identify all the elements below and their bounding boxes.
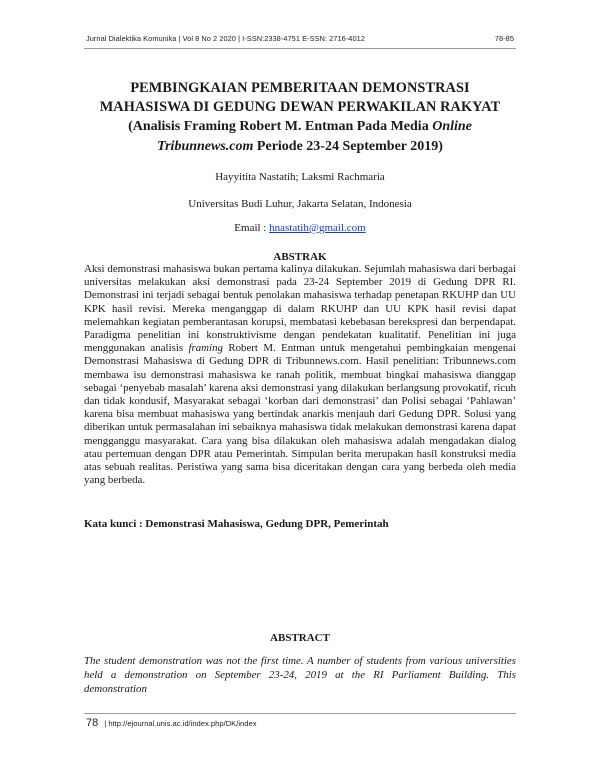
journal-url[interactable]: | http://ejournal.unis.ac.id/index.php/DK/index <box>104 719 257 728</box>
running-header <box>86 34 514 43</box>
subtitle-online: Online <box>432 119 472 134</box>
keywords: Kata kunci : Demonstrasi Mahasiswa, Gedung DPR, Pemerintah <box>84 518 389 530</box>
paper-title <box>70 79 530 157</box>
abstrak-heading: ABSTRAK <box>273 251 327 263</box>
page-footer <box>86 717 257 729</box>
subtitle-media: Tribunnews.com <box>157 139 254 154</box>
paper-subtitle <box>70 117 530 157</box>
email-label: Email : <box>234 222 270 234</box>
abstrak-framing-term: framing <box>188 342 223 355</box>
authors: Hayyitita Nastatih; Laksmi Rachmaria <box>215 171 385 183</box>
page-number: 78 <box>86 717 99 729</box>
header-divider <box>84 48 516 49</box>
title-line-2: MAHASISWA DI GEDUNG DEWAN PERWAKILAN RAKYAT <box>99 99 501 115</box>
abstrak-text-part-1: Aksi demonstrasi mahasiswa bukan pertama kalinya dilakukan. Sejumlah mahasiswa dari berbagai universitas melakukan aksi demonstrasi pada 23-24 September 2019 di Gedung DPR RI. Demonstrasi ini terjadi sebagai bentuk penolakan mahasiswa terhadap penetapan RKUHP dan UU KPK hasil revisi. Mereka menganggap di dalam RKUHP dan UU KPK hasil revisi dapat melemahkan kegiatan pemberantasan korupsi, membatasi kebebasan berekspresi dan berpendapat. Paradigma penelitian ini konstruktivisme dengan pendekatan kualitatif. Penelitian ini juga menggunakan analisis <box>84 263 516 355</box>
title-line-1: PEMBINGKAIAN PEMBERITAAN DEMONSTRASI <box>130 80 470 96</box>
subtitle-part-2: Periode 23-24 September 2019) <box>253 139 443 154</box>
affiliation: Universitas Budi Luhur, Jakarta Selatan, Indonesia <box>188 198 412 210</box>
footer-divider <box>84 713 516 714</box>
abstrak-text-part-2: Robert M. Entman untuk mengetahui pembingkaian mengenai Demonstrasi Mahasiswa di Gedung DPR di Tribunnews.com. Hasil penelitian: Tribunnews.com membawa isu demonstrasi mahasiswa ke ranah politik, membuat bingkai mahasiswa dianggap sebagai ‘penyebab masalah’ karena aksi demonstrasi yang dilakukan berlangsung provokatif, ricuh dan tidak kondusif, Masyarakat sebagai ‘korban dari demonstrasi’ dan Polisi sebagai ‘Pahlawan’ karena bisa membuat mahasiswa yang bertindak anarkis menjauh dari Gedung DPR. Solusi yang diberikan untuk permasalahan ini sebaiknya mahasiswa tidak melakukan demonstrasi karena dapat mengganggu masyarakat. Cara yang bisa dilakukan oleh mahasiswa adalah mengadakan dialog atau pertemuan dengan DPR atau Pemerintah. Simpulan berita merupakan hasil konstruksi media atas sebuah realitas. Peristiwa yang sama bisa diceritakan dengan cara yang berbeda oleh media yang berbeda. <box>84 342 517 487</box>
email-link[interactable]: hnastatih@gmail.com <box>269 222 366 234</box>
page-range: 78-85 <box>494 34 514 43</box>
subtitle-part-1: (Analisis Framing Robert M. Entman Pada Media <box>128 119 433 134</box>
abstract-heading: ABSTRACT <box>270 632 330 644</box>
abstract-text: The student demonstration was not the first time. A number of students from various universities held a demonstration on September 23-24, 2019 at the RI Parliament Building. This demonstration <box>84 655 516 695</box>
abstrak-text <box>84 263 516 487</box>
journal-info: Jurnal Dialektika Komunika | Vol 8 No 2 2020 | I-SSN:2338-4751 E-SSN: 2716-4012 <box>86 34 365 43</box>
email-line <box>0 222 600 234</box>
